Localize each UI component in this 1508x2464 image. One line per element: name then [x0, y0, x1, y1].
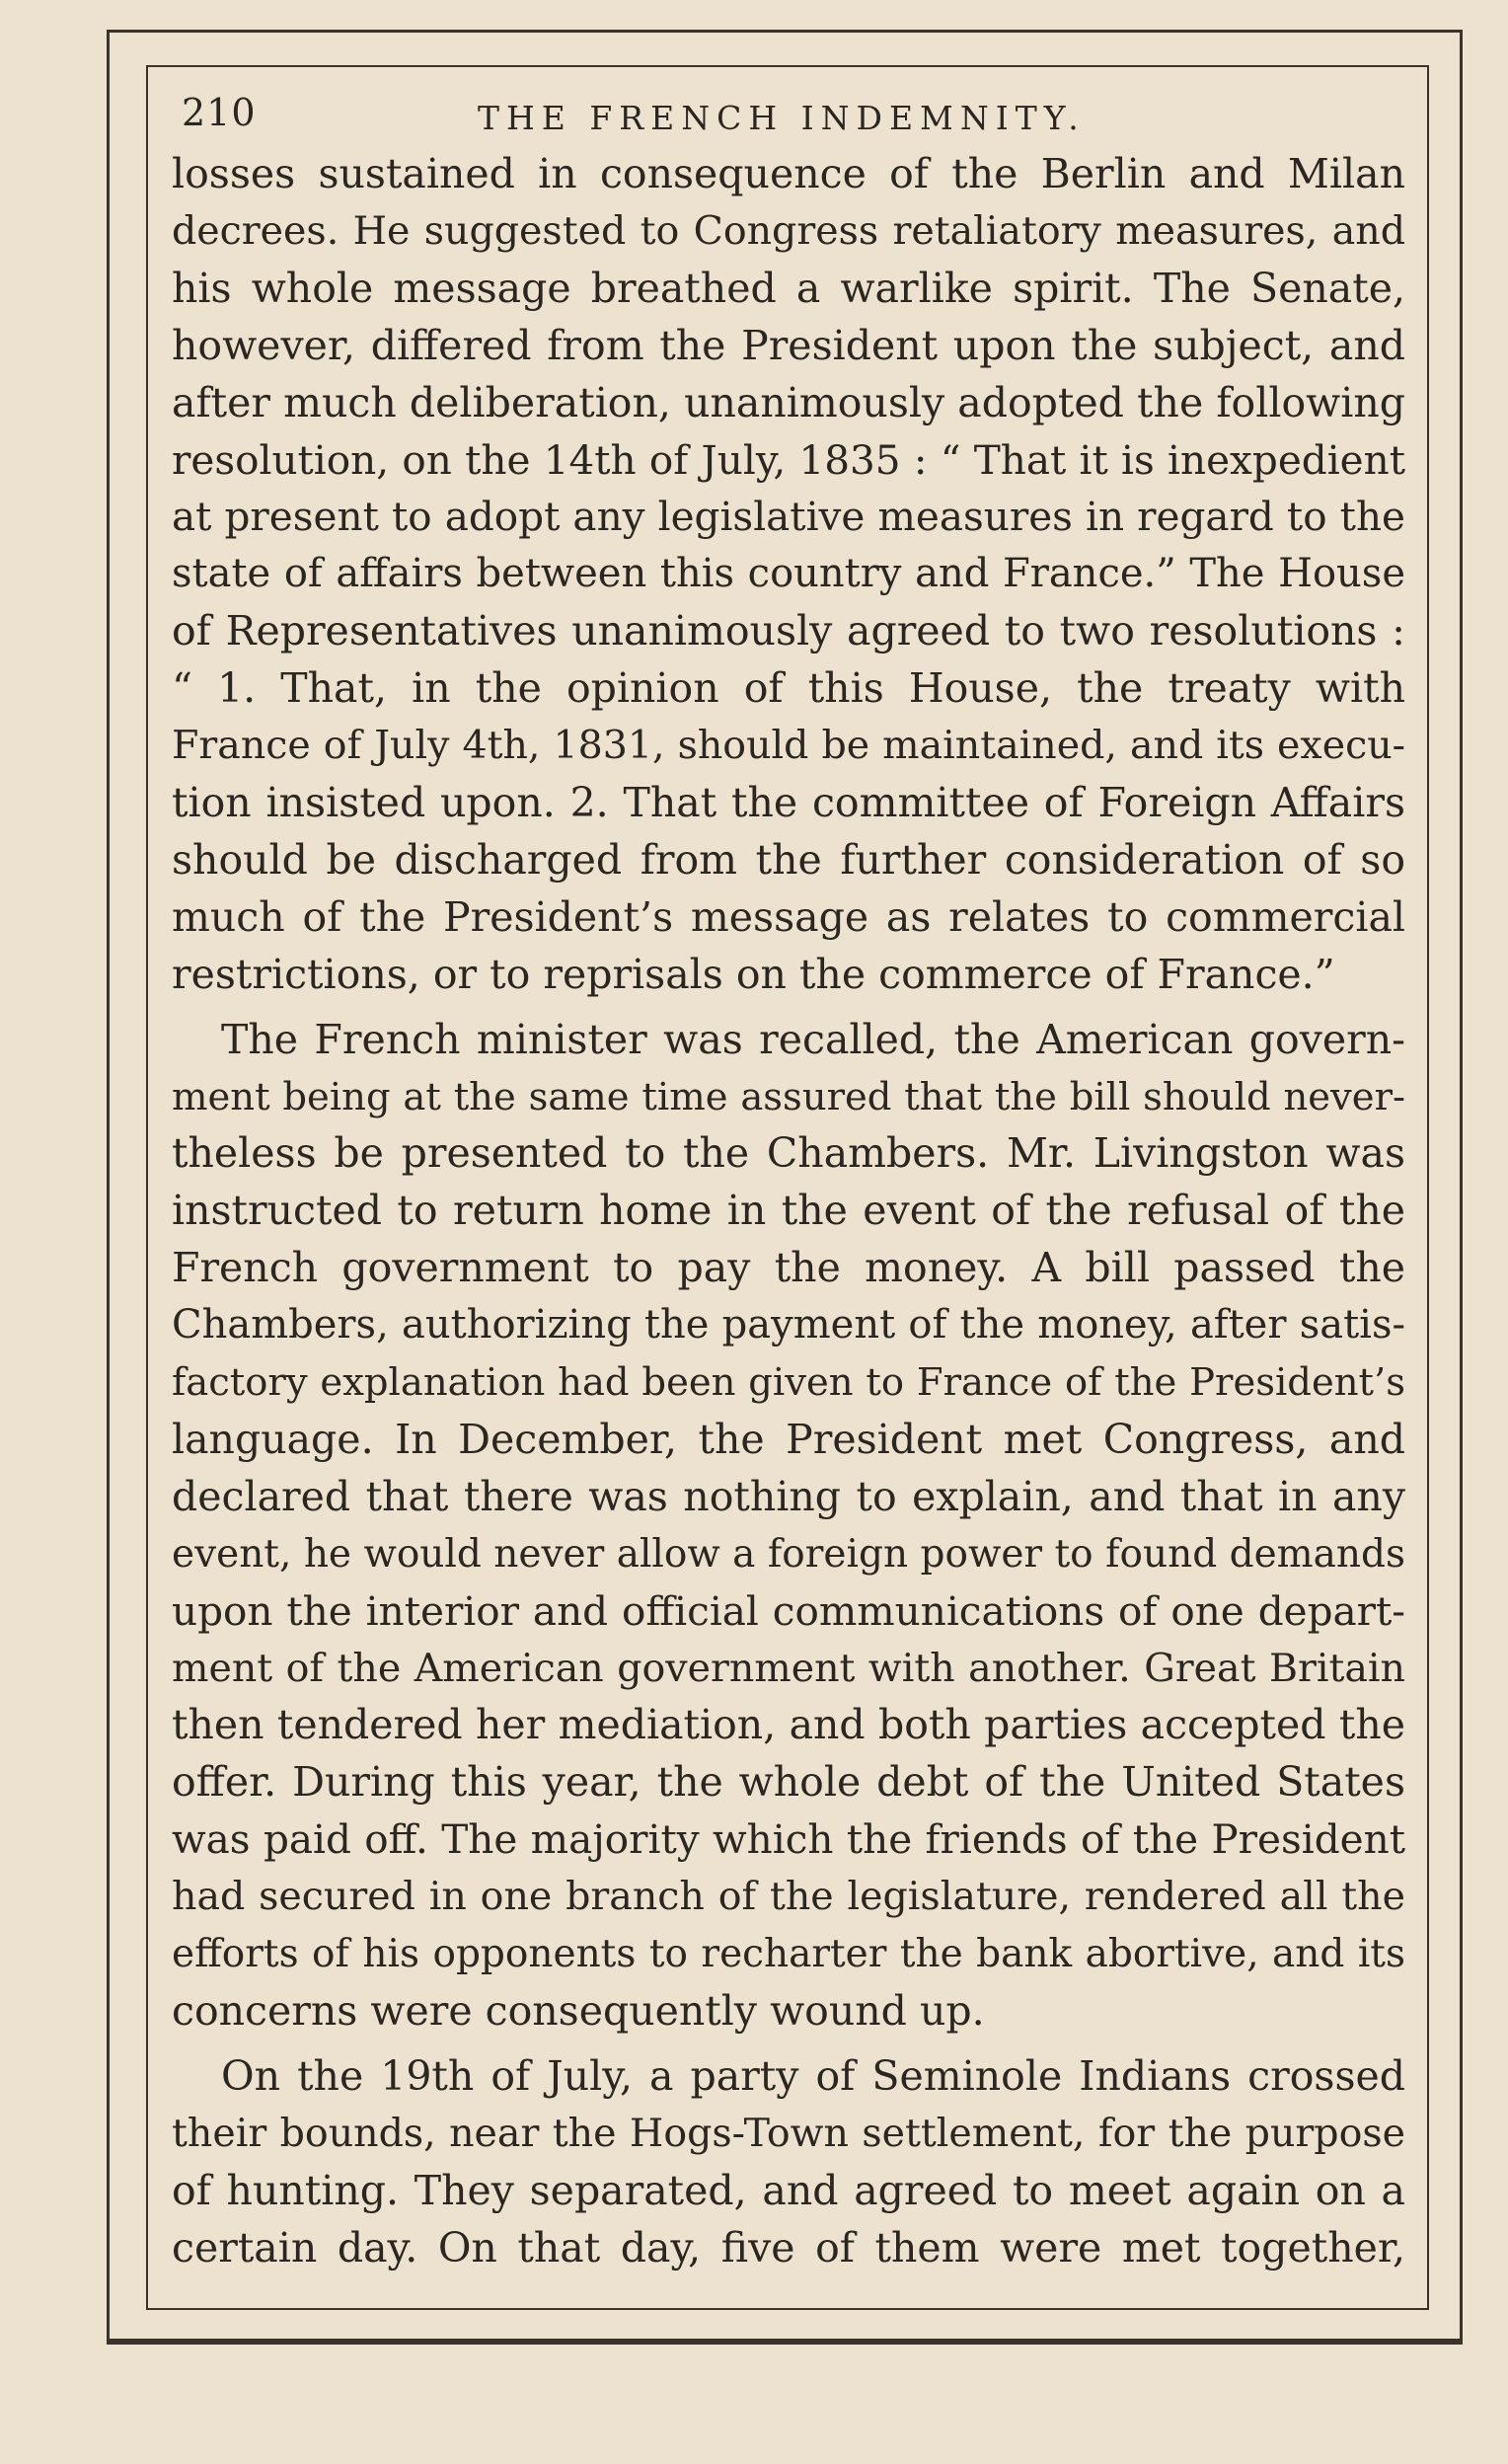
text-line: French government to pay the money. A bill passed the — [172, 1244, 1405, 1292]
text-line: upon the interior and official communications of one depart- — [172, 1586, 1405, 1635]
text-line: concerns were consequently wound up. — [172, 1987, 985, 2035]
text-line: language. In December, the President met Congress, and — [172, 1415, 1405, 1463]
text-line: efforts of his opponents to recharter the bank abortive, and its — [172, 1932, 1405, 1977]
text-line: decrees. He suggested to Congress retaliatory measures, and — [172, 207, 1405, 254]
text-line: was paid off. The majority which the friends of the President — [172, 1815, 1405, 1864]
text-line: had secured in one branch of the legislature, rendered all the — [172, 1874, 1405, 1920]
text-line: of hunting. They separated, and agreed to meet again on a — [172, 2166, 1405, 2214]
text-line: On the 19th of July, a party of Seminole Indians crossed — [221, 2051, 1405, 2100]
text-line: state of affairs between this country and France.” The House — [172, 551, 1405, 597]
text-line: much of the President’s message as relates to commercial — [172, 892, 1405, 941]
text-line: then tendered her mediation, and both parties accepted the — [172, 1701, 1405, 1749]
running-head — [172, 85, 1405, 146]
running-title: THE FRENCH INDEMNITY. — [478, 99, 1086, 137]
page-number: 210 — [182, 91, 257, 134]
text-line: declared that there was nothing to explain, and that in any — [172, 1472, 1405, 1520]
text-line: his whole message breathed a warlike spirit. The Senate, — [172, 264, 1405, 312]
text-line: after much deliberation, unanimously adopted the following — [172, 378, 1405, 426]
text-line: event, he would never allow a foreign power to found demands — [172, 1531, 1405, 1577]
text-line: however, differed from the President upon the subject, and — [172, 321, 1405, 369]
page-body — [172, 85, 1405, 2277]
text-line: ment of the American government with another. Great Britain — [172, 1645, 1405, 1691]
text-line: ment being at the same time assured that the bill should never- — [172, 1074, 1405, 1119]
text-line: The French minister was recalled, the American govern- — [221, 1015, 1405, 1063]
text-line: at present to adopt any legislative measures in regard to the — [172, 493, 1405, 541]
bottom-rule — [107, 2342, 1463, 2345]
text-line: factory explanation had been given to France of the President’s — [172, 1360, 1405, 1406]
text-line: losses sustained in consequence of the Berlin and Milan — [172, 150, 1405, 197]
text-line: tion insisted upon. 2. That the committee of Foreign Affairs — [172, 778, 1405, 826]
text-line: “ 1. That, in the opinion of this House, the treaty with — [172, 664, 1405, 713]
text-line: restrictions, or to reprisals on the commerce of France.” — [172, 950, 1335, 998]
text-line: their bounds, near the Hogs-Town settlement, for the purpose — [172, 2110, 1405, 2156]
text-line: Chambers, authorizing the payment of the money, after satis- — [172, 1302, 1405, 1348]
text-line: of Representatives unanimously agreed to two resolutions : — [172, 607, 1405, 655]
text-line: France of July 4th, 1831, should be maintained, and its execu- — [172, 723, 1405, 769]
paragraph-1 — [172, 146, 1405, 1004]
text-line: offer. During this year, the whole debt of the United States — [172, 1758, 1405, 1807]
text-line: resolution, on the 14th of July, 1835 : “ That it is inexpedient — [172, 435, 1405, 484]
text-line: should be discharged from the further consideration of so — [172, 835, 1405, 884]
paragraph-2 — [172, 1012, 1405, 2040]
text-line: certain day. On that day, five of them were met together, — [172, 2223, 1405, 2272]
text-line: theless be presented to the Chambers. Mr. Livingston was — [172, 1129, 1405, 1178]
paragraph-3 — [172, 2048, 1405, 2277]
text-line: instructed to return home in the event of the refusal of the — [172, 1187, 1405, 1235]
